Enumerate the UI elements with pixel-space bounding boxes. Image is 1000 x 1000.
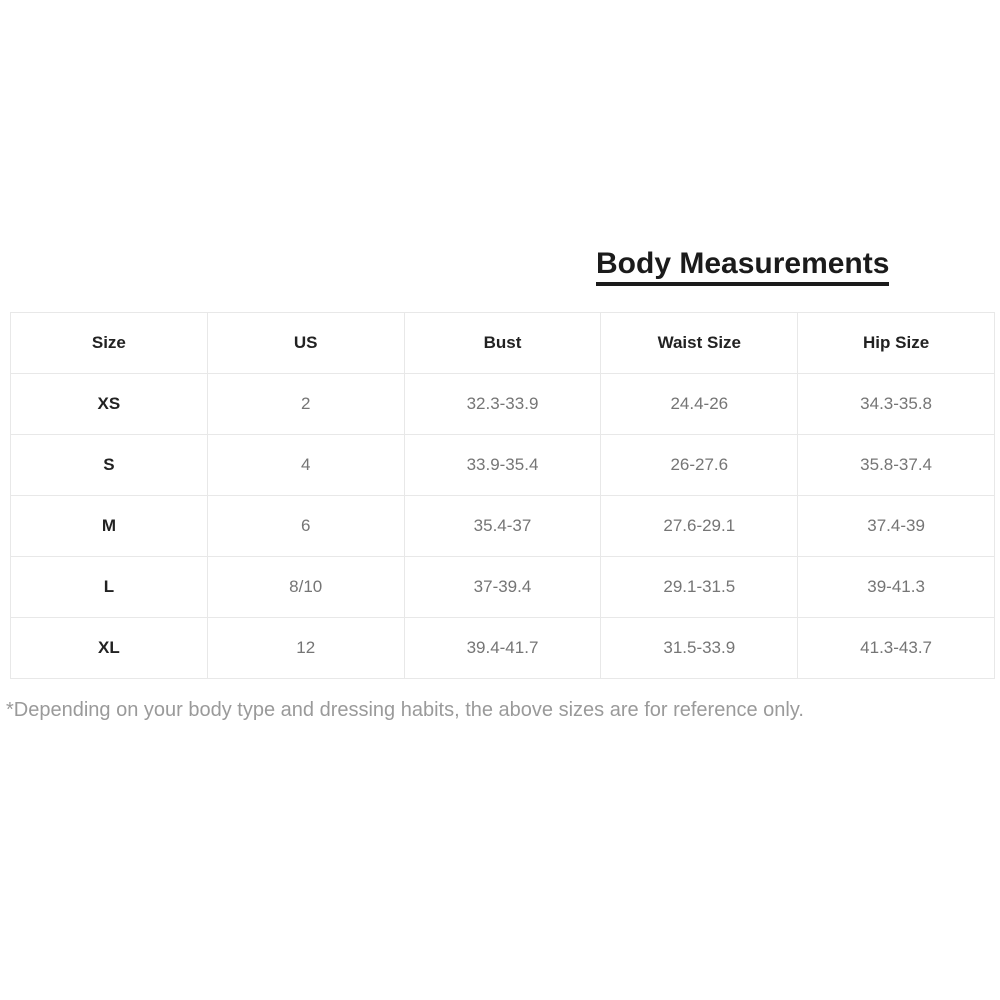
column-header-bust: Bust [404, 313, 601, 374]
cell-xl-waist: 31.5-33.9 [601, 618, 798, 679]
table-row-xs [11, 374, 995, 435]
footnote-text: *Depending on your body type and dressing habits, the above sizes are for reference only. [6, 699, 804, 721]
column-header-us: US [207, 313, 404, 374]
cell-xl-size: XL [11, 618, 208, 679]
cell-m-us: 6 [207, 496, 404, 557]
cell-xl-hip: 41.3-43.7 [798, 618, 995, 679]
column-header-waist-size: Waist Size [601, 313, 798, 374]
cell-m-bust: 35.4-37 [404, 496, 601, 557]
table-header-row [11, 313, 995, 374]
cell-xs-size: XS [11, 374, 208, 435]
page-title: Body Measurements [596, 247, 889, 286]
cell-xs-hip: 34.3-35.8 [798, 374, 995, 435]
cell-s-bust: 33.9-35.4 [404, 435, 601, 496]
cell-s-us: 4 [207, 435, 404, 496]
cell-l-hip: 39-41.3 [798, 557, 995, 618]
column-header-hip-size: Hip Size [798, 313, 995, 374]
table-row-s [11, 435, 995, 496]
table-row-m [11, 496, 995, 557]
cell-xs-bust: 32.3-33.9 [404, 374, 601, 435]
cell-m-waist: 27.6-29.1 [601, 496, 798, 557]
cell-xs-us: 2 [207, 374, 404, 435]
cell-l-us: 8/10 [207, 557, 404, 618]
cell-xl-bust: 39.4-41.7 [404, 618, 601, 679]
cell-l-waist: 29.1-31.5 [601, 557, 798, 618]
cell-xs-waist: 24.4-26 [601, 374, 798, 435]
body-measurements-table [10, 312, 995, 679]
cell-s-hip: 35.8-37.4 [798, 435, 995, 496]
table-row-l [11, 557, 995, 618]
cell-m-hip: 37.4-39 [798, 496, 995, 557]
cell-l-bust: 37-39.4 [404, 557, 601, 618]
cell-l-size: L [11, 557, 208, 618]
cell-xl-us: 12 [207, 618, 404, 679]
cell-s-size: S [11, 435, 208, 496]
cell-s-waist: 26-27.6 [601, 435, 798, 496]
cell-m-size: M [11, 496, 208, 557]
table-row-xl [11, 618, 995, 679]
column-header-size: Size [11, 313, 208, 374]
